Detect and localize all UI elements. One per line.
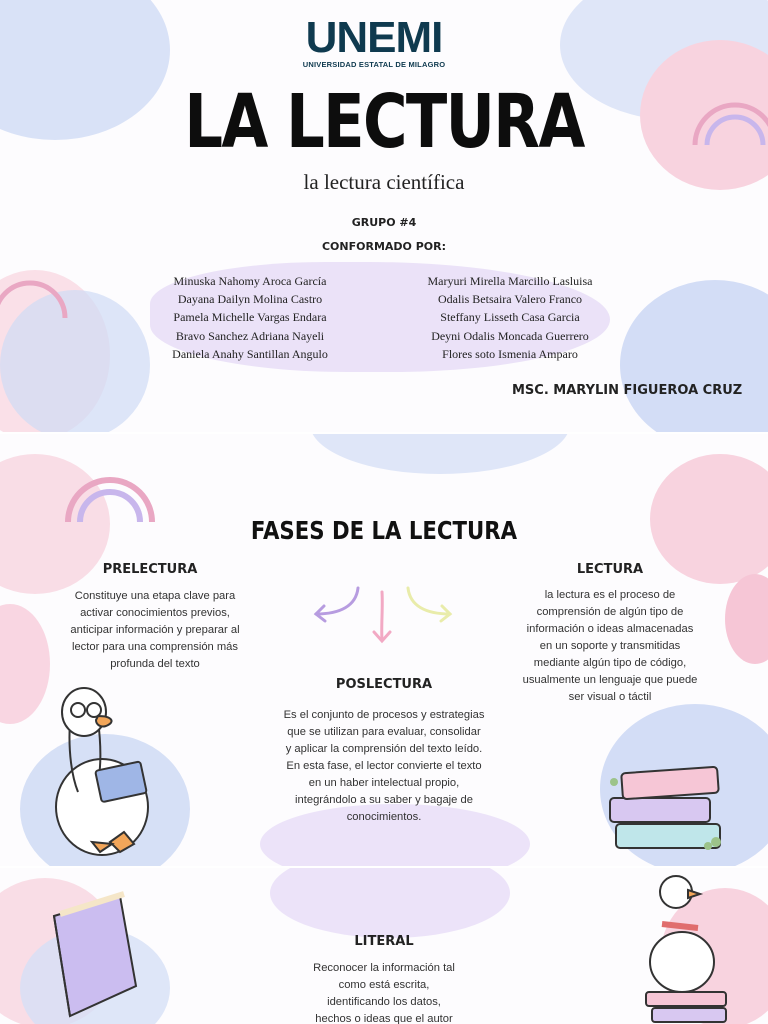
member-name: Deyni Odalis Moncada Guerrero xyxy=(431,328,589,343)
book-stack-illustration xyxy=(604,762,728,854)
goose-with-books-illustration xyxy=(636,874,736,1024)
member-name: Pamela Michelle Vargas Endara xyxy=(173,310,327,325)
text-line: que se utilizan para evaluar, consolidar xyxy=(287,726,481,738)
member-name: Odalis Betsaira Valero Franco xyxy=(437,292,583,307)
text-line: lector para una comprensión más xyxy=(71,641,239,653)
member-name: Bravo Sanchez Adriana Nayeli xyxy=(175,328,325,343)
goose-reading-illustration xyxy=(40,682,160,862)
lectura-text xyxy=(505,587,715,706)
text-line: la lectura es el proceso de xyxy=(544,589,676,601)
member-name: Flores soto Ismenia Amparo xyxy=(442,346,578,361)
text-line: En esta fase, el lector convierte el texto xyxy=(286,760,482,772)
lavender-watercolor-decoration xyxy=(270,868,510,938)
member-name: Dayana Dailyn Molina Castro xyxy=(177,292,323,307)
text-line: usualmente un lenguaje que puede xyxy=(522,674,698,686)
blue-cloud-decoration xyxy=(310,434,570,474)
text-line: mediante algún tipo de código, xyxy=(533,657,687,669)
text-line: y aplicar la comprensión del texto leído. xyxy=(285,743,483,755)
text-line: conocimientos. xyxy=(346,811,422,823)
text-line: en un haber intelectual propio, xyxy=(308,777,460,789)
text-line: información o ideas almacenadas xyxy=(526,623,694,635)
literal-slide xyxy=(0,868,768,1024)
logo-wordmark: UNEMI xyxy=(305,13,443,62)
pink-blob-decoration xyxy=(725,574,768,664)
text-line: identificando los datos, xyxy=(327,996,441,1008)
logo-subtitle: UNIVERSIDAD ESTATAL DE MILAGRO xyxy=(302,60,446,69)
cover-slide xyxy=(0,0,768,432)
left-arrow-icon xyxy=(308,584,364,624)
text-line: comprensión de algún tipo de xyxy=(536,606,684,618)
right-arrow-icon xyxy=(402,584,458,624)
text-line: hechos o ideas que el autor xyxy=(315,1013,453,1024)
cover-title: LA LECTURA xyxy=(184,79,584,165)
text-line: anticipar información y preparar al xyxy=(70,624,240,636)
literal-text xyxy=(284,960,484,1024)
text-line: activar conocimientos previos, xyxy=(80,607,230,619)
poslectura-text xyxy=(264,707,504,826)
lectura-title: LECTURA xyxy=(576,562,644,577)
text-line: Constituye una etapa clave para xyxy=(74,590,236,602)
blue-cloud-decoration xyxy=(620,280,768,432)
phases-slide xyxy=(0,434,768,866)
group-label: GRUPO #4 xyxy=(351,216,417,229)
rainbow-icon xyxy=(690,80,768,150)
member-name: Steffany Lisseth Casa Garcia xyxy=(440,310,580,325)
member-name: Daniela Anahy Santillan Angulo xyxy=(172,346,328,361)
text-line: en un soporte y transmitidas xyxy=(539,640,681,652)
text-line: Es el conjunto de procesos y estrategias xyxy=(283,709,485,721)
text-line: como está escrita, xyxy=(338,979,430,991)
open-book-illustration xyxy=(40,886,144,1024)
text-line: integrándolo a su saber y bagaje de xyxy=(295,794,473,806)
text-line: profunda del texto xyxy=(110,658,200,670)
formed-by-label: CONFORMADO POR: xyxy=(321,240,447,253)
members-left-list xyxy=(150,272,350,363)
down-arrow-icon xyxy=(370,588,394,646)
poslectura-title: POSLECTURA xyxy=(335,677,433,692)
teacher-name: MSC. MARYLIN FIGUEROA CRUZ xyxy=(512,383,743,398)
rainbow-icon xyxy=(0,260,70,320)
prelectura-title: PRELECTURA xyxy=(102,562,198,577)
prelectura-text xyxy=(50,588,260,673)
phases-title: FASES DE LA LECTURA xyxy=(250,516,518,545)
literal-title: LITERAL xyxy=(354,934,414,949)
member-name: Maryuri Mirella Marcillo Lasluisa xyxy=(427,274,593,288)
text-line: Reconocer la información tal xyxy=(313,962,455,974)
members-right-list xyxy=(410,272,610,363)
rainbow-icon xyxy=(60,454,160,524)
cover-subtitle: la lectura científica xyxy=(303,170,465,194)
member-name: Minuska Nahomy Aroca García xyxy=(173,274,327,288)
unemi-logo xyxy=(290,13,458,72)
text-line: ser visual o táctil xyxy=(568,691,652,703)
